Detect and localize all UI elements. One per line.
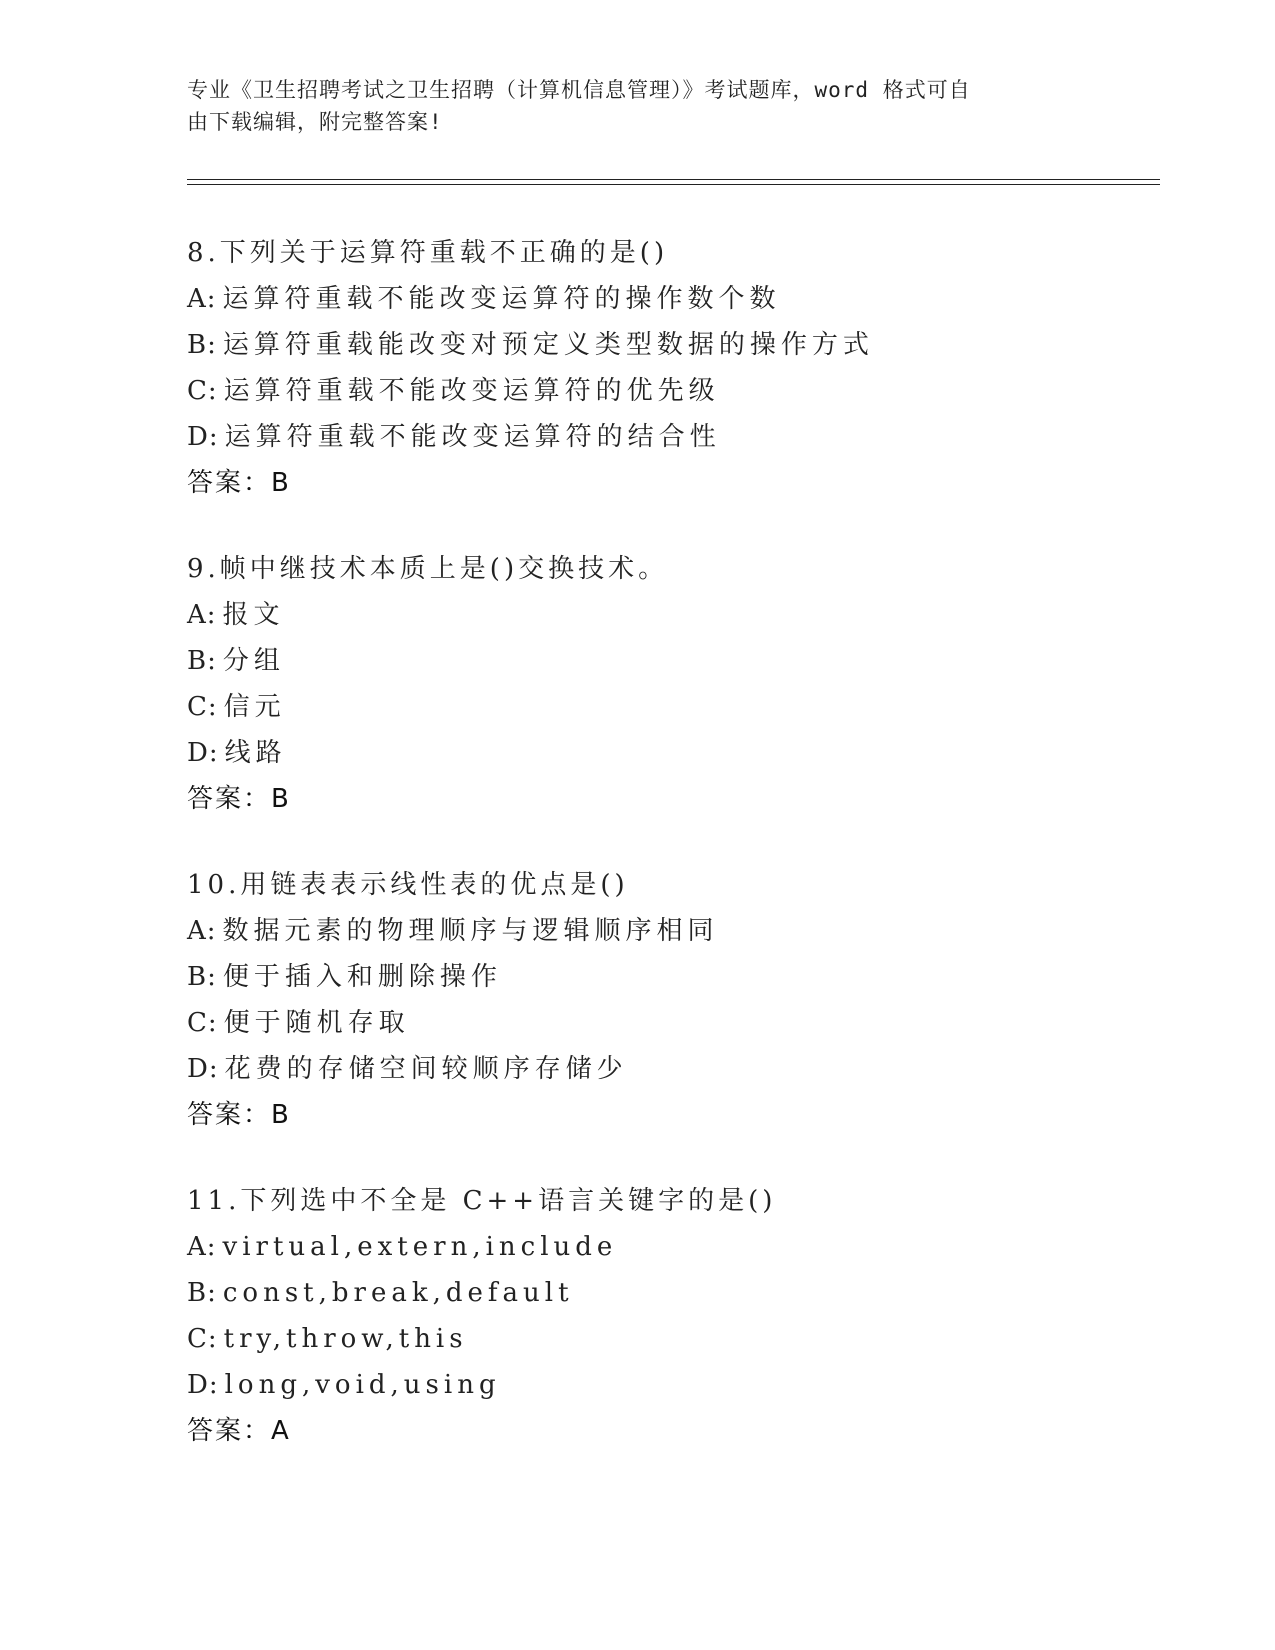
option-c xyxy=(187,684,1147,730)
option-c xyxy=(187,368,1147,414)
option-text: 运算符重载不能改变运算符的操作数个数 xyxy=(222,284,781,314)
header-line-1: 专业《卫生招聘考试之卫生招聘（计算机信息管理）》考试题库，word 格式可自 xyxy=(187,78,971,102)
question-9 xyxy=(187,546,1147,822)
option-label: C: xyxy=(187,692,218,722)
header-divider-top xyxy=(187,179,1160,180)
option-label: C: xyxy=(187,376,218,406)
option-label: C: xyxy=(187,1008,218,1038)
option-text: 数据元素的物理顺序与逻辑顺序相同 xyxy=(222,916,719,946)
option-text: 便于插入和删除操作 xyxy=(222,962,502,992)
option-text: virtual,extern,include xyxy=(222,1232,618,1262)
option-text: 分组 xyxy=(222,646,285,676)
option-b xyxy=(187,1270,1147,1316)
document-header xyxy=(187,74,1067,138)
option-text: 便于随机存取 xyxy=(223,1008,410,1038)
option-text: 信元 xyxy=(223,692,286,722)
option-label: B: xyxy=(187,962,217,992)
option-text: 运算符重载不能改变运算符的优先级 xyxy=(223,376,720,406)
answer: 答案：B xyxy=(187,468,291,498)
option-a xyxy=(187,276,1147,322)
question-title: 11.下列选中不全是 C++语言关键字的是() xyxy=(187,1186,777,1216)
option-c xyxy=(187,1316,1147,1362)
option-label: D: xyxy=(187,1370,219,1400)
option-b xyxy=(187,638,1147,684)
option-b xyxy=(187,954,1147,1000)
option-b xyxy=(187,322,1147,368)
question-10 xyxy=(187,862,1147,1138)
option-a xyxy=(187,592,1147,638)
option-d xyxy=(187,730,1147,776)
option-text: 运算符重载能改变对预定义类型数据的操作方式 xyxy=(222,330,874,360)
option-a xyxy=(187,908,1147,954)
question-title: 10.用链表表示线性表的优点是() xyxy=(187,870,629,900)
option-label: A: xyxy=(187,600,217,630)
option-label: D: xyxy=(187,1054,219,1084)
option-d xyxy=(187,1362,1147,1408)
answer: 答案：B xyxy=(187,1100,291,1130)
option-label: B: xyxy=(187,330,217,360)
option-label: A: xyxy=(187,284,217,314)
option-text: const,break,default xyxy=(222,1278,574,1308)
option-d xyxy=(187,1046,1147,1092)
option-text: 花费的存储空间较顺序存储少 xyxy=(224,1054,628,1084)
question-title: 8.下列关于运算符重载不正确的是() xyxy=(187,238,669,268)
option-d xyxy=(187,414,1147,460)
option-label: B: xyxy=(187,646,217,676)
option-text: long,void,using xyxy=(224,1370,501,1400)
option-label: A: xyxy=(187,916,217,946)
option-text: 线路 xyxy=(224,738,287,768)
question-8 xyxy=(187,230,1147,506)
header-line-2: 由下载编辑，附完整答案! xyxy=(187,110,443,134)
option-label: B: xyxy=(187,1278,217,1308)
header-divider-bottom xyxy=(187,184,1160,185)
option-c xyxy=(187,1000,1147,1046)
option-label: A: xyxy=(187,1232,217,1262)
option-text: 运算符重载不能改变运算符的结合性 xyxy=(224,422,721,452)
option-text: try,throw,this xyxy=(223,1324,468,1354)
answer: 答案：B xyxy=(187,784,291,814)
question-11 xyxy=(187,1178,1147,1454)
option-a xyxy=(187,1224,1147,1270)
question-title: 9.帧中继技术本质上是()交换技术。 xyxy=(187,554,669,584)
answer: 答案：A xyxy=(187,1416,291,1446)
option-label: D: xyxy=(187,738,219,768)
option-label: D: xyxy=(187,422,219,452)
option-text: 报文 xyxy=(222,600,285,630)
option-label: C: xyxy=(187,1324,218,1354)
